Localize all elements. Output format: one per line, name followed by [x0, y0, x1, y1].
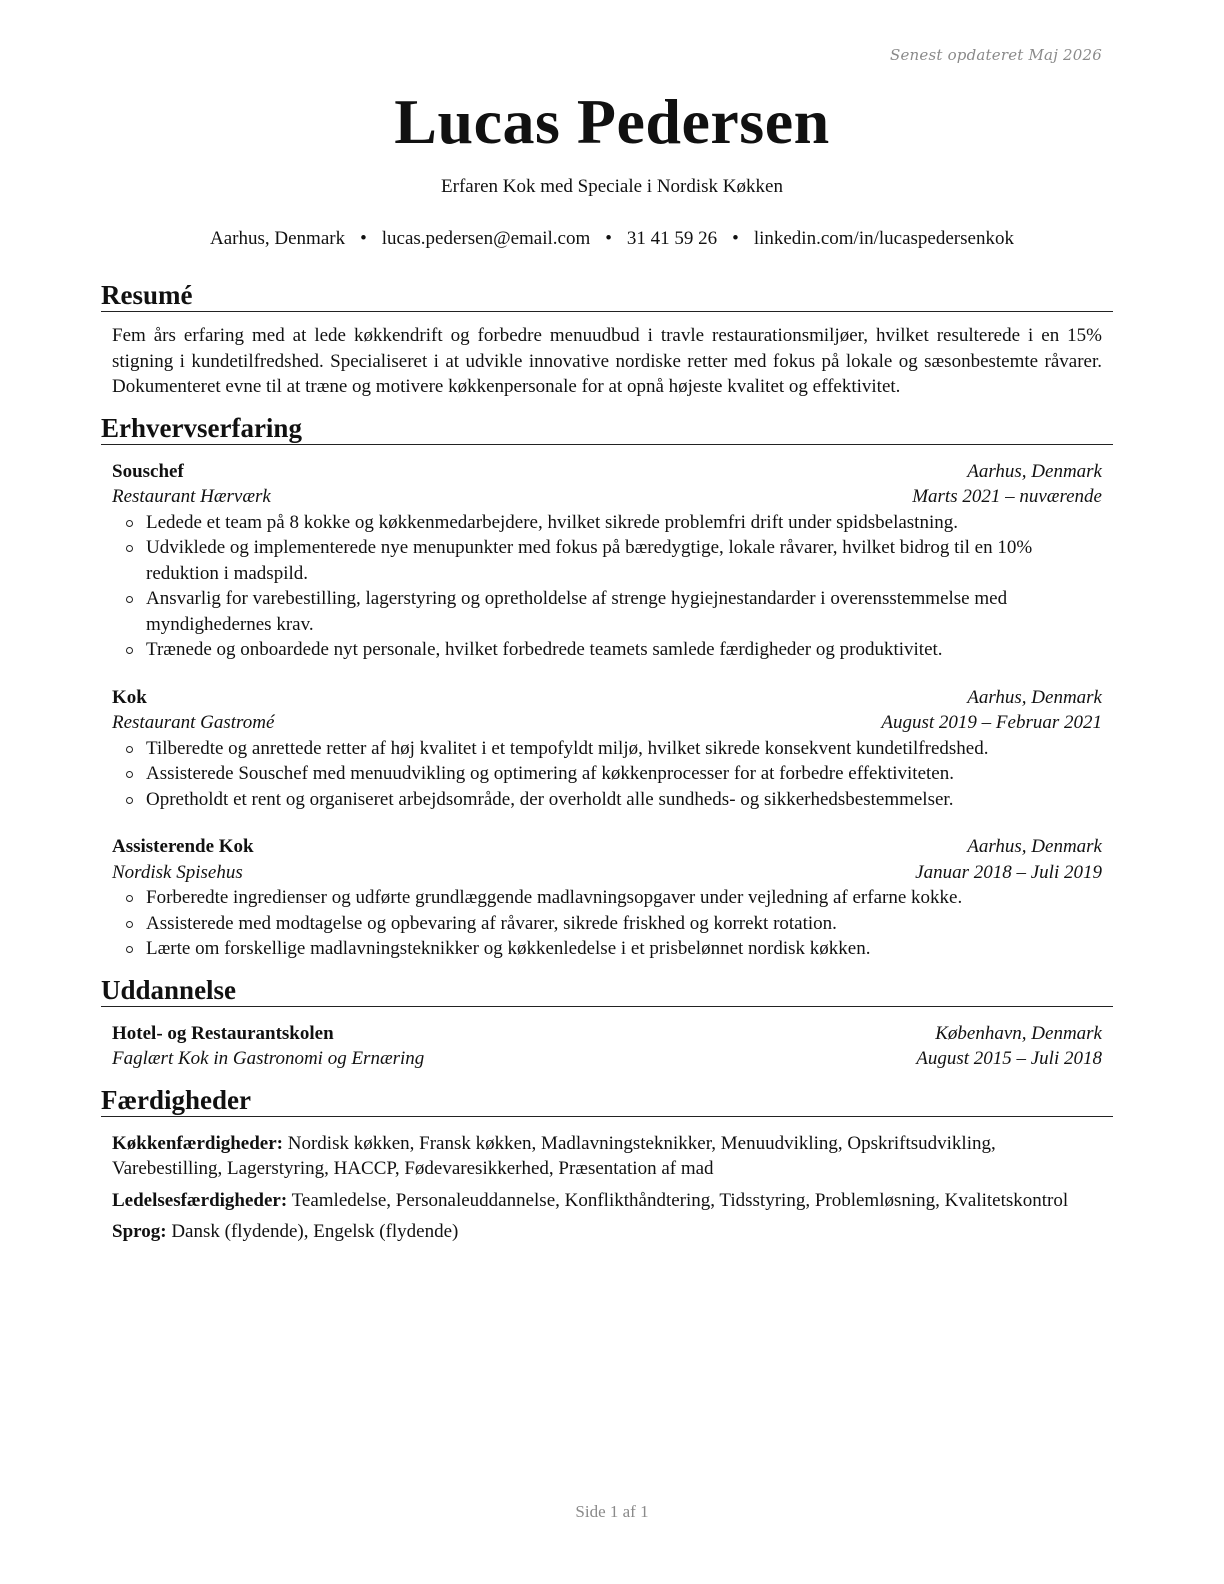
skill-row: [112, 1188, 1102, 1214]
section-title-experience: Erhvervserfaring: [101, 413, 1113, 445]
job-location: Aarhus, Denmark: [967, 686, 1102, 708]
contact-separator: •: [732, 228, 739, 249]
page-number: Side 1 af 1: [575, 1502, 649, 1521]
education-section: [101, 975, 1113, 1072]
contact-separator: •: [360, 228, 367, 249]
school-location: København, Denmark: [935, 1022, 1102, 1044]
list-item: Lærte om forskellige madlavningsteknikker og køkkenledelse i et prisbelønnet nordisk køkken.: [134, 936, 1102, 962]
skill-row: [112, 1131, 1102, 1182]
list-item: Trænede og onboardede nyt personale, hvilket forbedrede teamets samlede færdigheder og produktivitet.: [134, 637, 1102, 663]
last-updated: Senest opdateret Maj 2026: [889, 46, 1102, 64]
job-title: Assisterende Kok: [112, 836, 254, 857]
skill-value: Teamledelse, Personaleuddannelse, Konflikthåndtering, Tidsstyring, Problemløsning, Kvalitetskontrol: [291, 1189, 1069, 1211]
job-bullets: [112, 885, 1102, 962]
list-item: Ansvarlig for varebestilling, lagerstyring og opretholdelse af strenge hygiejnestandarder i overensstemmelse med myndighedernes krav.: [134, 586, 1102, 637]
contact-phone: 31 41 59 26: [626, 228, 718, 249]
contact-separator: •: [605, 228, 612, 249]
list-item: Assisterede med modtagelse og opbevaring af råvarer, sikrede friskhed og korrekt rotation.: [134, 911, 1102, 937]
job-company: Restaurant Hærværk: [112, 486, 271, 507]
contact-linkedin[interactable]: linkedin.com/in/lucaspedersenkok: [753, 228, 1014, 249]
skill-label: Køkkenfærdigheder:: [112, 1132, 283, 1154]
job-company: Nordisk Spisehus: [112, 861, 243, 883]
resume-body: [101, 280, 1113, 1251]
contact-line: [0, 228, 1224, 250]
job-company: Restaurant Gastromé: [112, 712, 275, 733]
section-title-education: Uddannelse: [101, 975, 1113, 1007]
candidate-name: Lucas Pedersen: [394, 86, 830, 157]
skill-row: [112, 1219, 1102, 1245]
list-item: Assisterede Souschef med menuudvikling og optimering af køkkenprocesser for at forbedre effektiviteten.: [134, 761, 1102, 787]
education-entry: [112, 1021, 1102, 1072]
summary-text: Fem års erfaring med at lede køkkendrift og forbedre menuudbud i travle restaurationsmiljøer, hvilket resulterede i en 15% stigning i kundetilfredshed. Specialiseret i at udvikle innovative nordiske retter med fokus på lokale og sæsonbestemte råvarer. Dokumenteret evne til at træne og motivere køkkenpersonale for at opnå højeste kvalitet og effektivitet.: [112, 325, 1102, 397]
skills-list: [112, 1131, 1102, 1245]
job-dates: Januar 2018 – Juli 2019: [915, 861, 1102, 883]
section-title-skills: Færdigheder: [101, 1085, 1113, 1117]
job-title: Kok: [112, 686, 147, 708]
job-dates: Marts 2021 – nuværende: [912, 486, 1102, 507]
list-item: Tilberedte og anrettede retter af høj kvalitet i et tempofyldt miljø, hvilket sikrede konsekvent kundetilfredshed.: [134, 736, 1102, 762]
skill-value: Dansk (flydende), Engelsk (flydende): [171, 1221, 459, 1242]
experience-section: [101, 413, 1113, 962]
skill-value: Nordisk køkken, Fransk køkken, Madlavningsteknikker, Menuudvikling, Opskriftsudvikling, Varebestilling, Lagerstyring, HACCP, Fødevaresikkerhed, Præsentation af mad: [112, 1132, 996, 1179]
section-title-summary: Resumé: [101, 280, 1113, 312]
skills-section: [101, 1085, 1113, 1245]
job-location: Aarhus, Denmark: [967, 836, 1102, 857]
skill-label: Ledelsesfærdigheder:: [112, 1189, 288, 1211]
job-title: Souschef: [112, 460, 184, 482]
job-bullets: [112, 736, 1102, 813]
list-item: Ledede et team på 8 kokke og køkkenmedarbejdere, hvilket sikrede problemfri drift under spidsbelastning.: [134, 510, 1102, 536]
list-item: Forberedte ingredienser og udførte grundlæggende madlavningsopgaver under vejledning af erfarne kokke.: [134, 885, 1102, 911]
job-location: Aarhus, Denmark: [967, 460, 1102, 482]
contact-location: Aarhus, Denmark: [210, 228, 346, 249]
skill-label: Sprog:: [112, 1221, 167, 1242]
contact-email[interactable]: lucas.pedersen@email.com: [381, 228, 591, 249]
list-item: Udviklede og implementerede nye menupunkter med fokus på bæredygtige, lokale råvarer, hvilket bidrog til en 10% reduktion i madspild.: [134, 535, 1102, 586]
job-entry: [112, 834, 1102, 962]
job-entry: [112, 685, 1102, 813]
school-name: Hotel- og Restaurantskolen: [112, 1022, 334, 1044]
job-bullets: [112, 510, 1102, 663]
tagline: Erfaren Kok med Speciale i Nordisk Køkken: [441, 176, 783, 197]
list-item: Opretholdt et rent og organiseret arbejdsområde, der overholdt alle sundheds- og sikkerhedsbestemmelser.: [134, 787, 1102, 813]
job-entry: [112, 459, 1102, 663]
degree: Faglært Kok in Gastronomi og Ernæring: [112, 1048, 425, 1069]
education-dates: August 2015 – Juli 2018: [916, 1048, 1102, 1069]
job-dates: August 2019 – Februar 2021: [881, 712, 1102, 733]
